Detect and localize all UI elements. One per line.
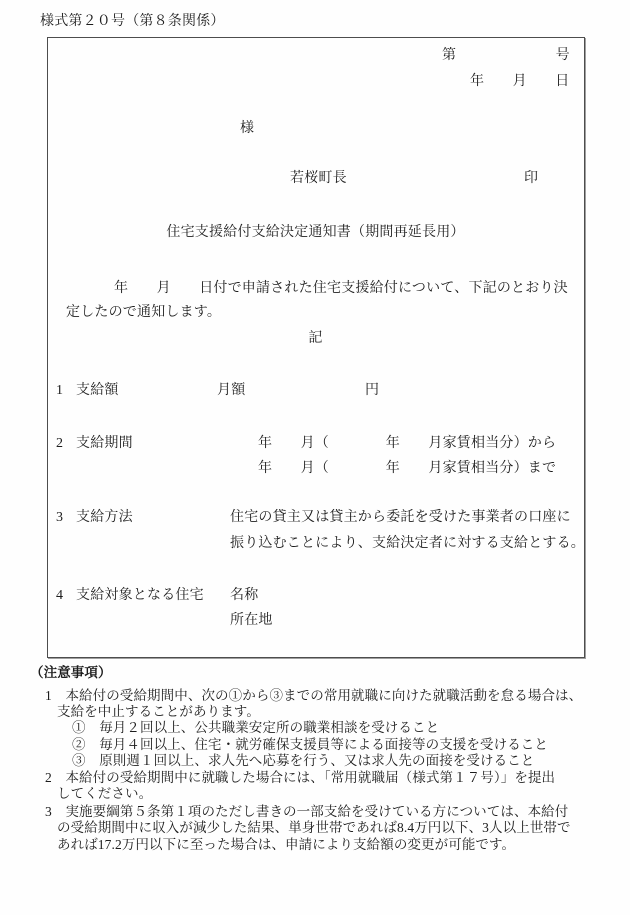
- date-line: 年 月 日: [470, 74, 570, 89]
- note2-line2: してください。: [57, 786, 153, 801]
- item4-label: 支給対象となる住宅: [76, 588, 204, 603]
- body-paragraph-line2: 定したので通知します。: [66, 305, 222, 320]
- notice-form-box: [47, 37, 585, 658]
- recipient-honorific: 様: [240, 121, 255, 136]
- note1-line1: 1 本給付の受給期間中、次の①から③までの常用就職に向けた就職活動を怠る場合は、: [45, 688, 583, 703]
- body-paragraph-line1: 年 月 日付で申請された住宅支援給付について、下記のとおり決: [114, 281, 568, 296]
- issuer-name: 若桜町長: [290, 171, 347, 186]
- item3-number: 3: [56, 510, 64, 525]
- item2-label: 支給期間: [76, 436, 133, 451]
- doc-number-line: 第 号: [442, 48, 570, 63]
- note3-line2: の受給期間中に収入が減少した結果、単身世帯であれば8.4万円以下、3人以上世帯で: [57, 820, 571, 835]
- item3-label: 支給方法: [76, 510, 133, 525]
- item2-period-to: 年 月（ 年 月家賃相当分）まで: [258, 461, 557, 476]
- item1-monthly-label: 月額: [217, 383, 246, 398]
- document-title: 住宅支援給付支給決定通知書（期間再延長用）: [166, 225, 465, 240]
- note3-line3: あれば17.2万円以下に至った場合は、申請により支給額の変更が可能です。: [57, 837, 516, 852]
- item1-yen-label: 円: [365, 383, 380, 398]
- note1-line2: 支給を中止することがあります。: [57, 704, 260, 719]
- note3-line1: 3 実施要綱第５条第１項のただし書きの一部支給を受けている方については、本給付: [45, 804, 569, 819]
- item4-name-label: 名称: [230, 588, 259, 603]
- ki-heading: 記: [308, 331, 323, 346]
- item4-number: 4: [56, 588, 64, 603]
- form-label: 様式第２０号（第８条関係）: [40, 14, 225, 29]
- item3-method-line1: 住宅の貸主又は貸主から委託を受けた事業者の口座に: [230, 510, 571, 525]
- item3-method-line2: 振り込むことにより、支給決定者に対する支給とする。: [230, 536, 585, 551]
- note2-line1: 2 本給付の受給期間中に就職した場合には、「常用就職届（様式第１７号）」を提出: [45, 770, 556, 785]
- item1-number: 1: [56, 383, 64, 398]
- item1-label: 支給額: [76, 383, 119, 398]
- note1-subitem1: ① 毎月２回以上、公共職業安定所の職業相談を受けること: [72, 720, 440, 735]
- item2-number: 2: [56, 436, 64, 451]
- seal-mark: 印: [524, 171, 539, 186]
- item2-period-from: 年 月（ 年 月家賃相当分）から: [258, 436, 557, 451]
- item4-address-label: 所在地: [230, 613, 273, 628]
- note1-subitem2: ② 毎月４回以上、住宅・就労確保支援員等による面接等の支援を受けること: [72, 737, 548, 752]
- notes-heading: （注意事項）: [30, 665, 112, 680]
- note1-subitem3: ③ 原則週１回以上、求人先へ応募を行う、又は求人先の面接を受けること: [72, 753, 535, 768]
